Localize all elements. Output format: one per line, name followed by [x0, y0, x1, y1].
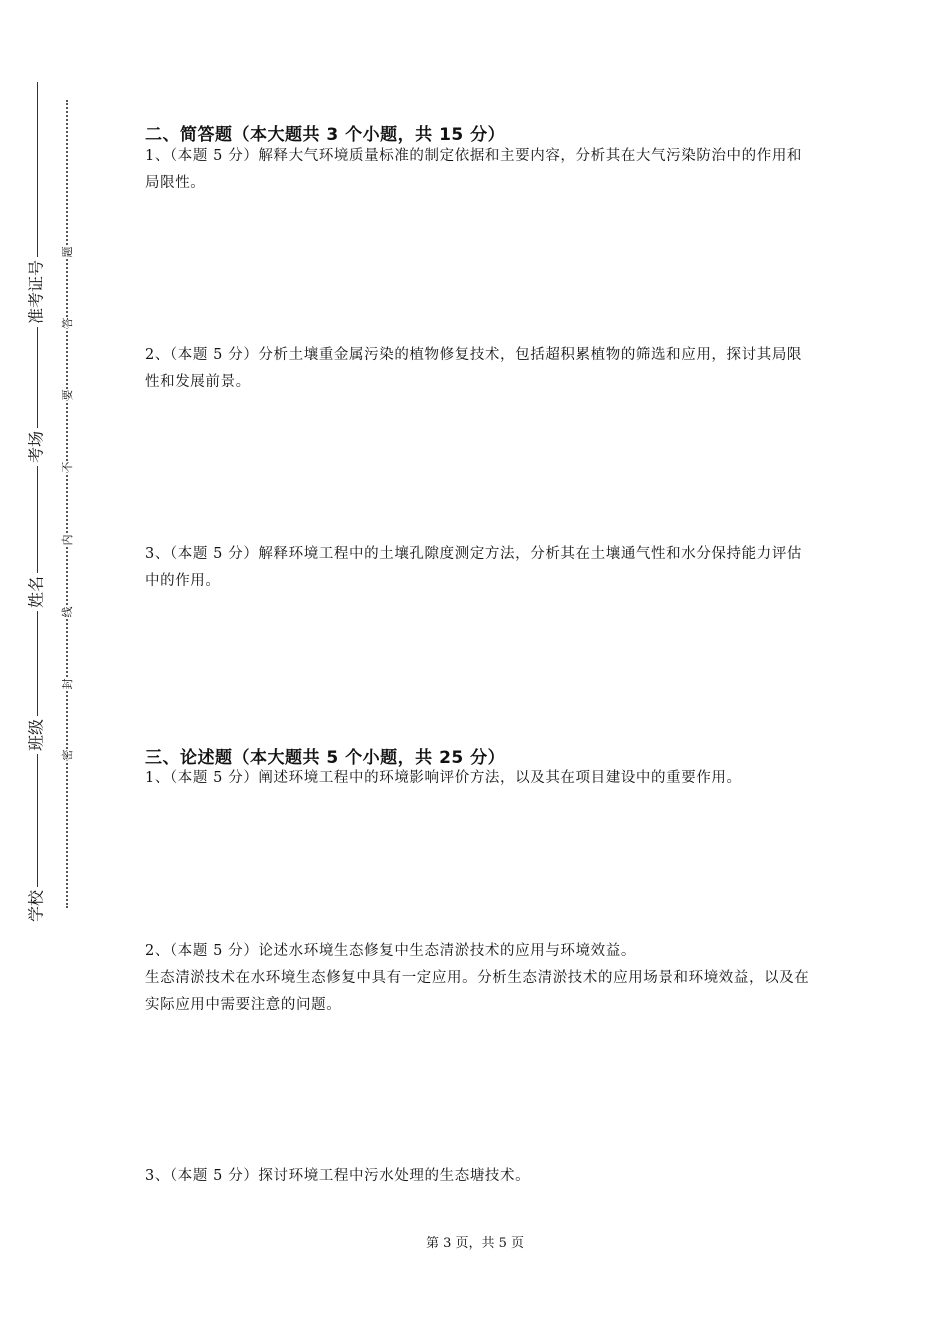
exam-room-label: 考场	[24, 428, 47, 466]
binding-dotted-line	[66, 100, 68, 908]
seal-word: 不	[58, 462, 76, 473]
seal-word: 线	[58, 607, 76, 618]
question-item: 1、（本题 5 分）阐述环境工程中的环境影响评价方法，以及其在项目建设中的重要作用。	[145, 770, 742, 786]
question-item	[145, 938, 810, 1019]
question-item: 3、（本题 5 分）解释环境工程中的土壤孔隙度测定方法，分析其在土壤通气性和水分保持能力评估中的作用。	[145, 546, 803, 589]
seal-word: 答	[58, 318, 76, 329]
question-item: 2、（本题 5 分）分析土壤重金属污染的植物修复技术，包括超积累植物的筛选和应用，探讨其局限性和发展前景。	[145, 347, 803, 390]
seal-word: 题	[58, 247, 76, 258]
question-item: 3、（本题 5 分）探讨环境工程中污水处理的生态塘技术。	[145, 1168, 531, 1184]
exam-number-label: 准考证号	[24, 257, 47, 327]
page-footer: 第 3 页，共 5 页	[425, 1236, 525, 1251]
seal-word: 封	[58, 679, 76, 690]
binding-solid-line	[37, 82, 38, 922]
question-item: 1、（本题 5 分）解释大气环境质量标准的制定依据和主要内容，分析其在大气污染防治中的作用和局限性。	[145, 148, 803, 191]
class-label: 班级	[24, 716, 47, 754]
question-detail: 生态清淤技术在水环境生态修复中具有一定应用。分析生态清淤技术的应用场景和环境效益，以及在实际应用中需要注意的问题。	[145, 970, 810, 1013]
question-text: 2、（本题 5 分）论述水环境生态修复中生态清淤技术的应用与环境效益。	[145, 943, 636, 959]
section-title-essay: 三、论述题（本大题共 5 个小题，共 25 分）	[145, 748, 506, 768]
seal-word: 内	[58, 535, 76, 546]
name-label: 姓名	[24, 573, 47, 611]
section-title-short-answer: 二、简答题（本大题共 3 个小题，共 15 分）	[145, 125, 506, 145]
school-label: 学校	[24, 887, 47, 925]
seal-word: 密	[58, 750, 76, 761]
seal-word: 要	[58, 390, 76, 401]
